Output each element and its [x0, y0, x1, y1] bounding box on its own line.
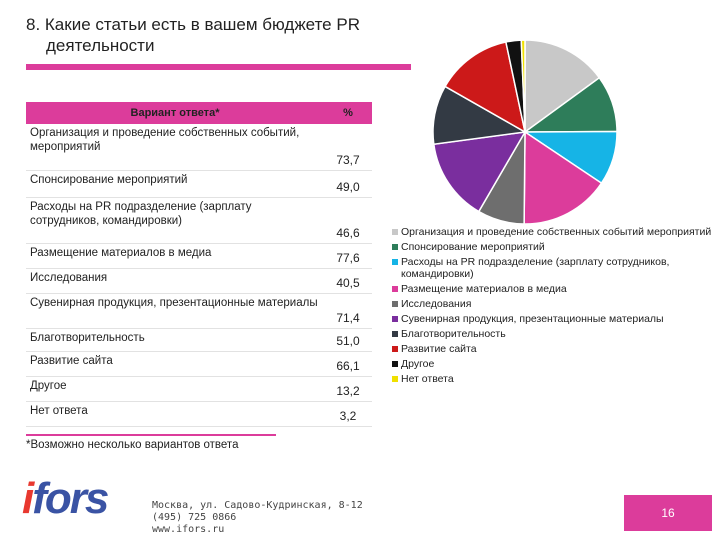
header-percent: %	[324, 102, 372, 124]
legend-item	[392, 256, 712, 280]
row-label: Размещение материалов в медиа	[26, 243, 324, 268]
phone-line: (495) 725 0866	[152, 512, 237, 523]
legend-swatch	[392, 346, 398, 352]
legend-label: Другое	[401, 358, 435, 370]
legend-swatch	[392, 376, 398, 382]
header-answer: Вариант ответа*	[26, 102, 324, 124]
row-label: Сувенирная продукция, презентационные материалы	[26, 293, 324, 328]
legend-label: Нет ответа	[401, 373, 454, 385]
legend-label: Организация и проведение собственных событий мероприятий	[401, 226, 712, 238]
address-line: Москва, ул. Садово-Кудринская, 8-12	[152, 500, 363, 511]
table-row	[26, 376, 372, 401]
row-value: 46,6	[324, 197, 372, 243]
legend-swatch	[392, 301, 398, 307]
legend-label: Сувенирная продукция, презентационные материалы	[401, 313, 664, 325]
row-label: Благотворительность	[26, 328, 324, 351]
legend-item	[392, 241, 712, 253]
legend-item	[392, 283, 712, 295]
pie-chart	[430, 37, 620, 227]
table-row	[26, 197, 372, 243]
ifors-logo: ifors	[22, 474, 108, 523]
footnote: *Возможно несколько вариантов ответа	[26, 434, 276, 451]
answers-table	[26, 102, 372, 427]
legend-item	[392, 226, 712, 238]
table-row	[26, 243, 372, 268]
row-value: 73,7	[324, 124, 372, 170]
table-row	[26, 293, 372, 328]
row-value: 49,0	[324, 170, 372, 197]
legend-swatch	[392, 331, 398, 337]
table-row	[26, 401, 372, 426]
legend-label: Благотворительность	[401, 328, 506, 340]
website-line: www.ifors.ru	[152, 524, 225, 535]
legend-swatch	[392, 316, 398, 322]
chart-legend	[392, 226, 712, 388]
row-value: 71,4	[324, 293, 372, 328]
row-value: 13,2	[324, 376, 372, 401]
legend-label: Исследования	[401, 298, 472, 310]
slide-title	[26, 14, 396, 56]
legend-swatch	[392, 229, 398, 235]
legend-item	[392, 313, 712, 325]
row-value: 51,0	[324, 328, 372, 351]
row-label: Другое	[26, 376, 324, 401]
row-value: 66,1	[324, 351, 372, 376]
legend-swatch	[392, 286, 398, 292]
legend-label: Развитие сайта	[401, 343, 477, 355]
legend-item	[392, 358, 712, 370]
row-value: 40,5	[324, 268, 372, 293]
table-row	[26, 170, 372, 197]
row-label: Спонсирование мероприятий	[26, 170, 324, 197]
row-value: 3,2	[324, 401, 372, 426]
legend-item	[392, 328, 712, 340]
title-line-2: деятельности	[46, 36, 155, 55]
legend-swatch	[392, 361, 398, 367]
pie-slices	[433, 40, 617, 224]
table-row	[26, 268, 372, 293]
legend-item	[392, 343, 712, 355]
page-number: 16	[624, 495, 712, 531]
contact-address	[152, 500, 363, 536]
row-label: Расходы на PR подразделение (зарплату сотрудников, командировки)	[26, 197, 324, 243]
row-label: Организация и проведение собственных событий, мероприятий	[26, 124, 324, 170]
title-accent-bar	[26, 64, 411, 70]
title-line-1: 8. Какие статьи есть в вашем бюджете PR	[26, 15, 360, 34]
legend-label: Размещение материалов в медиа	[401, 283, 567, 295]
legend-label: Спонсирование мероприятий	[401, 241, 545, 253]
row-value: 77,6	[324, 243, 372, 268]
table-row	[26, 124, 372, 170]
legend-item	[392, 298, 712, 310]
legend-item	[392, 373, 712, 385]
legend-swatch	[392, 244, 398, 250]
row-label: Развитие сайта	[26, 351, 324, 376]
row-label: Нет ответа	[26, 401, 324, 426]
table-row	[26, 351, 372, 376]
row-label: Исследования	[26, 268, 324, 293]
legend-swatch	[392, 259, 398, 265]
table-header-row	[26, 102, 372, 124]
table-row	[26, 328, 372, 351]
legend-label: Расходы на PR подразделение (зарплату сотрудников, командировки)	[401, 256, 670, 280]
